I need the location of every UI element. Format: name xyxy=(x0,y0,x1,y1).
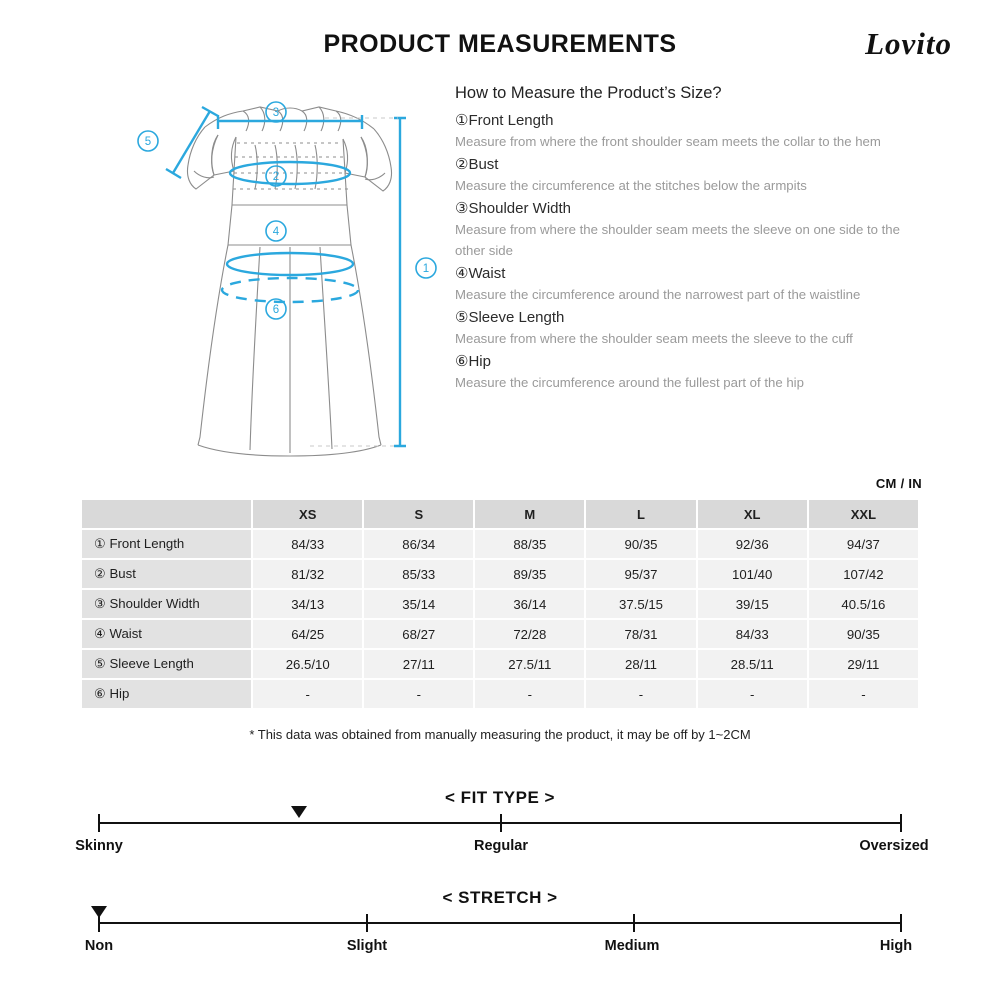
table-row xyxy=(82,620,918,648)
row-label-waist: ④ Waist xyxy=(82,620,251,648)
table-row xyxy=(82,680,918,708)
cell-waist-xl: 84/33 xyxy=(698,620,807,648)
measure-item-desc-hip: Measure the circumference around the fullest part of the hip xyxy=(455,375,804,391)
cell-waist-s: 68/27 xyxy=(364,620,473,648)
cell-waist-xxl: 90/35 xyxy=(809,620,918,648)
cell-sleeve-length-xs: 26.5/10 xyxy=(253,650,362,678)
cell-waist-l: 78/31 xyxy=(586,620,695,648)
stretch-marker xyxy=(91,906,107,918)
cell-sleeve-length-m: 27.5/11 xyxy=(475,650,584,678)
garment-measurement-diagram xyxy=(110,85,450,475)
how-to-measure-panel xyxy=(455,84,925,395)
size-table-wrapper xyxy=(80,498,920,710)
cell-hip-l: - xyxy=(586,680,695,708)
units-label: CM / IN xyxy=(875,476,922,491)
svg-text:4: 4 xyxy=(272,226,280,238)
cell-bust-l: 95/37 xyxy=(586,560,695,588)
fit-type-tick-oversized xyxy=(900,814,902,832)
stretch-tick-slight xyxy=(366,914,368,932)
measure-item-desc-front-length: Measure from where the front shoulder seam meets the collar to the hem xyxy=(455,133,881,149)
cell-sleeve-length-s: 27/11 xyxy=(364,650,473,678)
measure-item-title-hip: ⑥Hip xyxy=(455,353,491,371)
row-label-front-length: ① Front Length xyxy=(82,530,251,558)
measure-item-title-sleeve-length: ⑤Sleeve Length xyxy=(455,309,565,327)
fit-type-label-skinny: Skinny xyxy=(75,838,123,854)
fit-type-tick-skinny xyxy=(98,814,100,832)
cell-sleeve-length-xxl: 29/11 xyxy=(809,650,918,678)
row-label-hip: ⑥ Hip xyxy=(82,680,251,708)
cell-waist-xs: 64/25 xyxy=(253,620,362,648)
cell-bust-s: 85/33 xyxy=(364,560,473,588)
cell-hip-xl: - xyxy=(698,680,807,708)
column-header-xs: XS xyxy=(253,500,362,528)
cell-waist-m: 72/28 xyxy=(475,620,584,648)
svg-text:6: 6 xyxy=(272,304,280,316)
stretch-label-medium: Medium xyxy=(604,938,660,954)
stretch-scale xyxy=(80,908,920,954)
cell-hip-xs: - xyxy=(253,680,362,708)
table-header-row xyxy=(82,500,918,528)
cell-bust-xl: 101/40 xyxy=(698,560,807,588)
svg-text:3: 3 xyxy=(272,107,280,119)
stretch-bar xyxy=(98,922,902,924)
table-row xyxy=(82,560,918,588)
fit-type-scale xyxy=(75,808,929,854)
measurement-disclaimer: * This data was obtained from manually measuring the product, it may be off by 1~2CM xyxy=(249,727,751,742)
cell-sleeve-length-xl: 28.5/11 xyxy=(698,650,807,678)
measure-item-title-waist: ④Waist xyxy=(455,265,506,283)
measure-item-desc-shoulder-width: Measure from where the shoulder seam meets the sleeve on one side to the other side xyxy=(455,222,900,258)
cell-front-length-l: 90/35 xyxy=(586,530,695,558)
fit-type-title: < FIT TYPE > xyxy=(445,788,555,807)
row-label-bust: ② Bust xyxy=(82,560,251,588)
cell-shoulder-width-m: 36/14 xyxy=(475,590,584,618)
cell-bust-m: 89/35 xyxy=(475,560,584,588)
cell-sleeve-length-l: 28/11 xyxy=(586,650,695,678)
measure-item-title-bust: ②Bust xyxy=(455,156,499,174)
svg-text:1: 1 xyxy=(422,263,430,275)
svg-text:2: 2 xyxy=(272,171,280,183)
stretch-title: < STRETCH > xyxy=(442,888,558,907)
stretch-label-slight: Slight xyxy=(346,938,388,954)
brand-logo: Lovito xyxy=(865,26,952,61)
cell-hip-m: - xyxy=(475,680,584,708)
column-header-l: L xyxy=(586,500,695,528)
cell-front-length-s: 86/34 xyxy=(364,530,473,558)
column-header-s: S xyxy=(364,500,473,528)
cell-shoulder-width-xs: 34/13 xyxy=(253,590,362,618)
cell-bust-xs: 81/32 xyxy=(253,560,362,588)
column-header-xxl: XXL xyxy=(809,500,918,528)
size-table xyxy=(80,498,920,710)
cell-bust-xxl: 107/42 xyxy=(809,560,918,588)
table-corner-cell xyxy=(82,500,251,528)
cell-hip-xxl: - xyxy=(809,680,918,708)
column-header-m: M xyxy=(475,500,584,528)
cell-shoulder-width-l: 37.5/15 xyxy=(586,590,695,618)
cell-front-length-xl: 92/36 xyxy=(698,530,807,558)
measure-item-desc-sleeve-length: Measure from where the shoulder seam meets the sleeve to the cuff xyxy=(455,331,853,347)
stretch-label-high: High xyxy=(879,938,913,954)
svg-text:5: 5 xyxy=(144,136,152,148)
cell-hip-s: - xyxy=(364,680,473,708)
table-row xyxy=(82,530,918,558)
measure-item-title-shoulder-width: ③Shoulder Width xyxy=(455,200,572,218)
cell-front-length-xs: 84/33 xyxy=(253,530,362,558)
table-row xyxy=(82,590,918,618)
fit-type-label-oversized: Oversized xyxy=(859,838,929,854)
fit-type-tick-regular xyxy=(500,814,502,832)
page-header xyxy=(0,26,1000,80)
how-to-measure-heading: How to Measure the Product’s Size? xyxy=(455,84,722,102)
page-title: PRODUCT MEASUREMENTS xyxy=(323,30,677,58)
stretch-label-non: Non xyxy=(84,938,114,954)
cell-shoulder-width-s: 35/14 xyxy=(364,590,473,618)
measure-item-title-front-length: ①Front Length xyxy=(455,112,554,129)
fit-type-label-regular: Regular xyxy=(474,838,528,854)
measure-item-desc-bust: Measure the circumference at the stitches below the armpits xyxy=(455,177,807,193)
column-header-xl: XL xyxy=(698,500,807,528)
table-row xyxy=(82,650,918,678)
cell-front-length-m: 88/35 xyxy=(475,530,584,558)
stretch-tick-high xyxy=(900,914,902,932)
row-label-shoulder-width: ③ Shoulder Width xyxy=(82,590,251,618)
fit-type-marker xyxy=(291,806,307,818)
row-label-sleeve-length: ⑤ Sleeve Length xyxy=(82,650,251,678)
cell-front-length-xxl: 94/37 xyxy=(809,530,918,558)
measure-item-desc-waist: Measure the circumference around the narrowest part of the waistline xyxy=(455,286,861,302)
cell-shoulder-width-xxl: 40.5/16 xyxy=(809,590,918,618)
stretch-tick-medium xyxy=(633,914,635,932)
cell-shoulder-width-xl: 39/15 xyxy=(698,590,807,618)
